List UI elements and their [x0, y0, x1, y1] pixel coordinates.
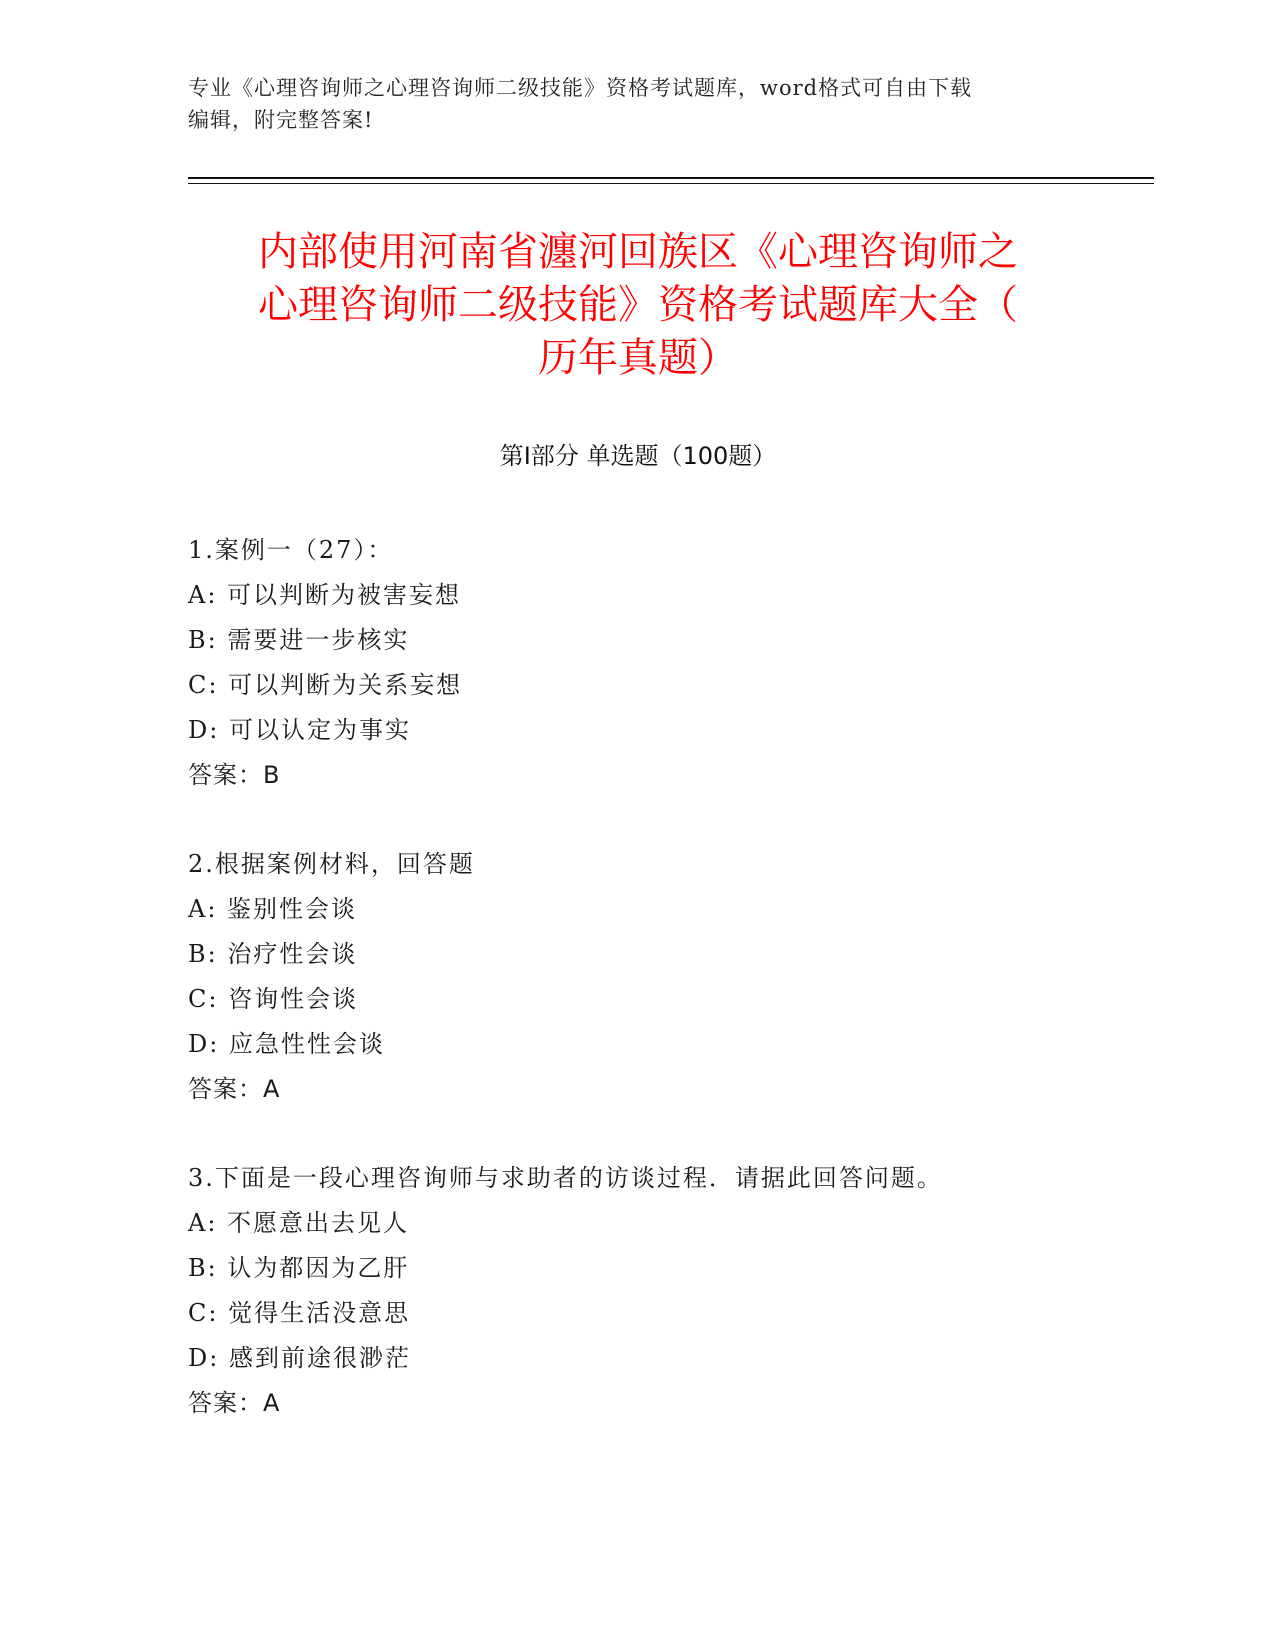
question-list — [188, 528, 1148, 1470]
option-c: C: 咨询性会谈 — [188, 985, 359, 1013]
option-d: D: 应急性性会谈 — [188, 1030, 385, 1058]
answer: 答案：A — [188, 1389, 281, 1417]
answer: 答案：A — [188, 1075, 281, 1103]
option-a: A: 可以判断为被害妄想 — [188, 581, 462, 609]
option-b: B: 治疗性会谈 — [188, 940, 358, 968]
option-d: D: 感到前途很渺茫 — [188, 1344, 411, 1372]
header-note — [188, 72, 1068, 136]
section-heading: 第Ⅰ部分 单选题（100题） — [499, 442, 777, 470]
option-a: A: 鉴别性会谈 — [188, 895, 358, 923]
document-title-line2: 心理咨询师二级技能》资格考试题库大全（ — [258, 282, 1018, 328]
option-c: C: 可以判断为关系妄想 — [188, 671, 463, 699]
answer: 答案：B — [188, 761, 281, 789]
question-3 — [188, 1156, 1148, 1426]
option-d: D: 可以认定为事实 — [188, 716, 411, 744]
header-note-line1: 专业《心理咨询师之心理咨询师二级技能》资格考试题库，word格式可自由下载 — [188, 76, 973, 100]
header-note-line2: 编辑，附完整答案! — [188, 108, 374, 132]
header-divider-thin — [188, 183, 1154, 184]
question-stem: 1.案例一（27）： — [188, 536, 394, 564]
document-title-line3: 历年真题） — [538, 335, 738, 381]
question-stem: 2.根据案例材料，回答题 — [188, 850, 475, 878]
question-2 — [188, 842, 1148, 1112]
option-b: B: 认为都因为乙肝 — [188, 1254, 410, 1282]
option-b: B: 需要进一步核实 — [188, 626, 410, 654]
document-title — [188, 226, 1088, 385]
document-title-line1: 内部使用河南省瀍河回族区《心理咨询师之 — [258, 229, 1018, 275]
option-a: A: 不愿意出去见人 — [188, 1209, 410, 1237]
question-stem: 3.下面是一段心理咨询师与求助者的访谈过程．请据此回答问题。 — [188, 1164, 943, 1192]
option-c: C: 觉得生活没意思 — [188, 1299, 411, 1327]
question-1 — [188, 528, 1148, 798]
header-divider-thick — [188, 177, 1154, 179]
